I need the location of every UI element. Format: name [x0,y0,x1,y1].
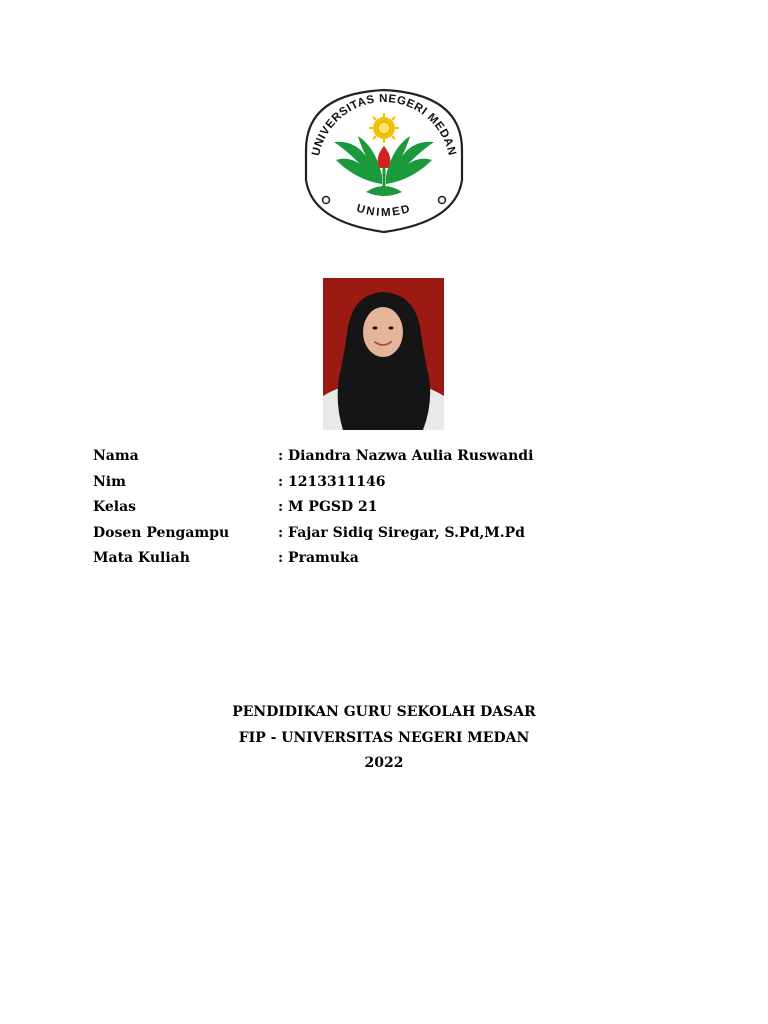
info-label: Dosen Pengampu [93,524,230,541]
logo-bottom-text: UNIMED [355,202,413,220]
sun-icon [369,113,399,143]
info-label: Mata Kuliah [93,550,190,567]
faculty-university: FIP - UNIVERSITAS NEGERI MEDAN [238,729,530,746]
info-row-mata-kuliah [93,548,653,574]
institution-footer [0,702,768,779]
info-label: Nim [93,473,126,490]
year: 2022 [364,755,404,772]
portrait-image [323,278,444,430]
program-name: PENDIDIKAN GURU SEKOLAH DASAR [232,704,536,720]
student-photo [323,278,444,430]
info-value: : M PGSD 21 [278,499,378,516]
info-row-kelas [93,497,653,523]
student-info-list [93,446,653,574]
info-value: : 1213311146 [278,473,386,490]
unimed-emblem-icon [296,84,472,236]
info-label: Kelas [93,499,137,516]
info-label: Nama [93,448,139,464]
info-row-nim [93,472,653,498]
info-value: : Pramuka [278,550,359,567]
info-row-dosen [93,523,653,549]
info-row-nama [93,446,653,472]
logo-arc-text: UNIVERSITAS NEGERI MEDAN [310,92,458,158]
info-value: : Diandra Nazwa Aulia Ruswandi [278,448,534,464]
info-value: : Fajar Sidiq Siregar, S.Pd,M.Pd [278,524,525,541]
university-logo [296,84,472,236]
